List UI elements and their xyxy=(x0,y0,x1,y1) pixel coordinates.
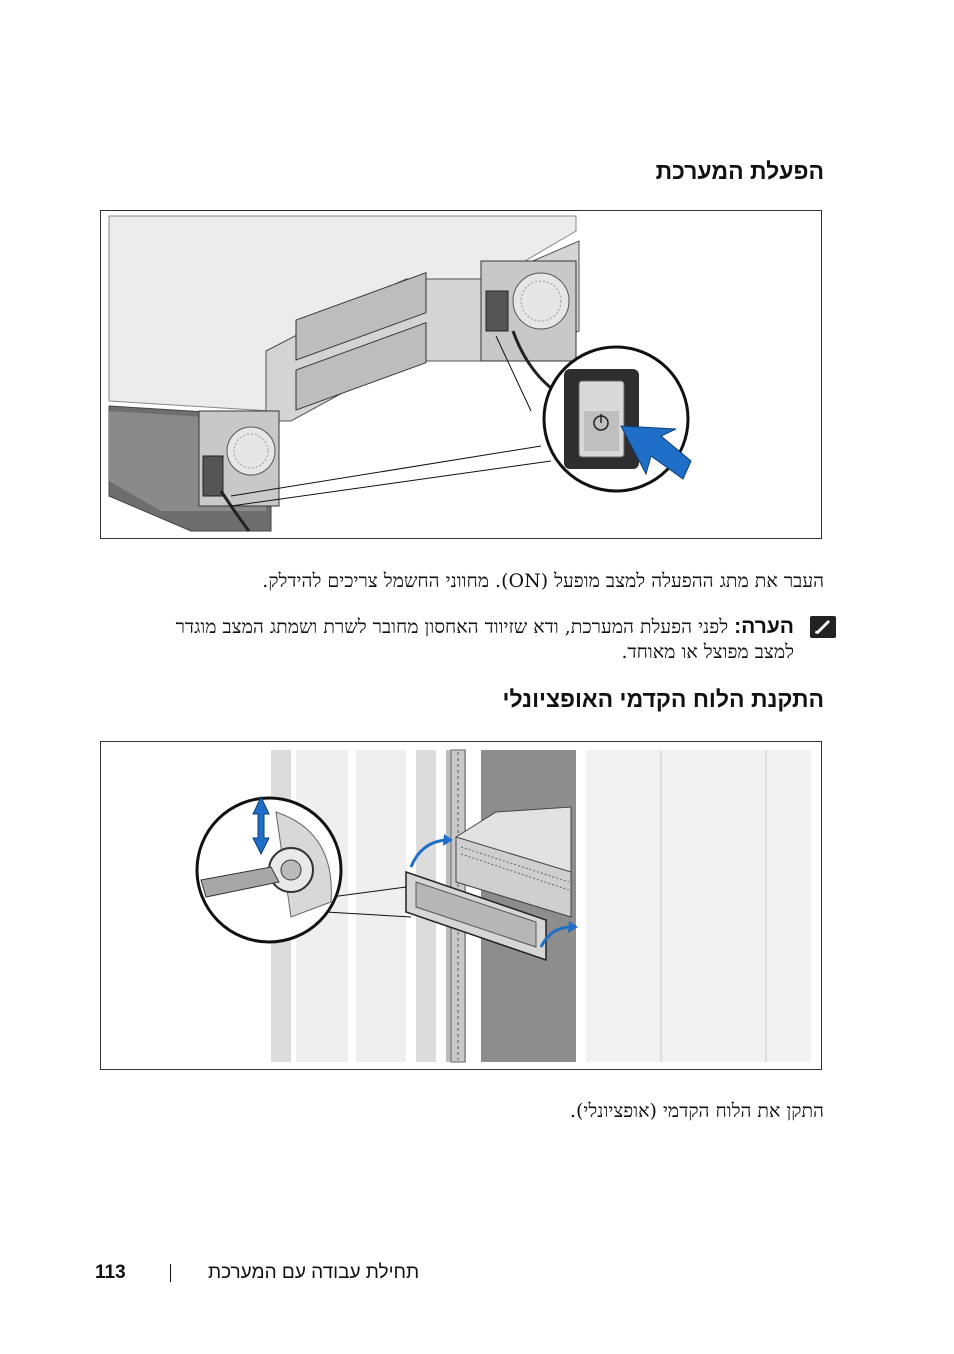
page-footer xyxy=(0,1262,954,1288)
note-text: לפני הפעלת המערכת, ודא שזיווד האחסון מחובר לשרת ושמתג המצב מוגדר למצב מפוצל או מאוחד. xyxy=(175,616,794,663)
power-switch-figure xyxy=(100,210,822,539)
footer-title: תחילת עבודה עם המערכת xyxy=(208,1262,420,1283)
note-label: הערה: xyxy=(734,615,794,638)
footer-separator xyxy=(170,1264,171,1282)
power-on-instruction: העבר את מתג ההפעלה למצב מופעל (ON). מחווני החשמל צריכים להידלק. xyxy=(262,570,824,592)
page-number: 113 xyxy=(95,1262,126,1283)
section-heading-power-on: הפעלת המערכת xyxy=(655,158,824,184)
note-block xyxy=(136,614,836,665)
note-pencil-icon xyxy=(810,616,836,638)
section-heading-bezel: התקנת הלוח הקדמי האופציונלי xyxy=(502,686,824,712)
bezel-installation-figure xyxy=(100,741,822,1070)
bezel-instruction: התקן את הלוח הקדמי (אופציונלי). xyxy=(569,1100,824,1122)
